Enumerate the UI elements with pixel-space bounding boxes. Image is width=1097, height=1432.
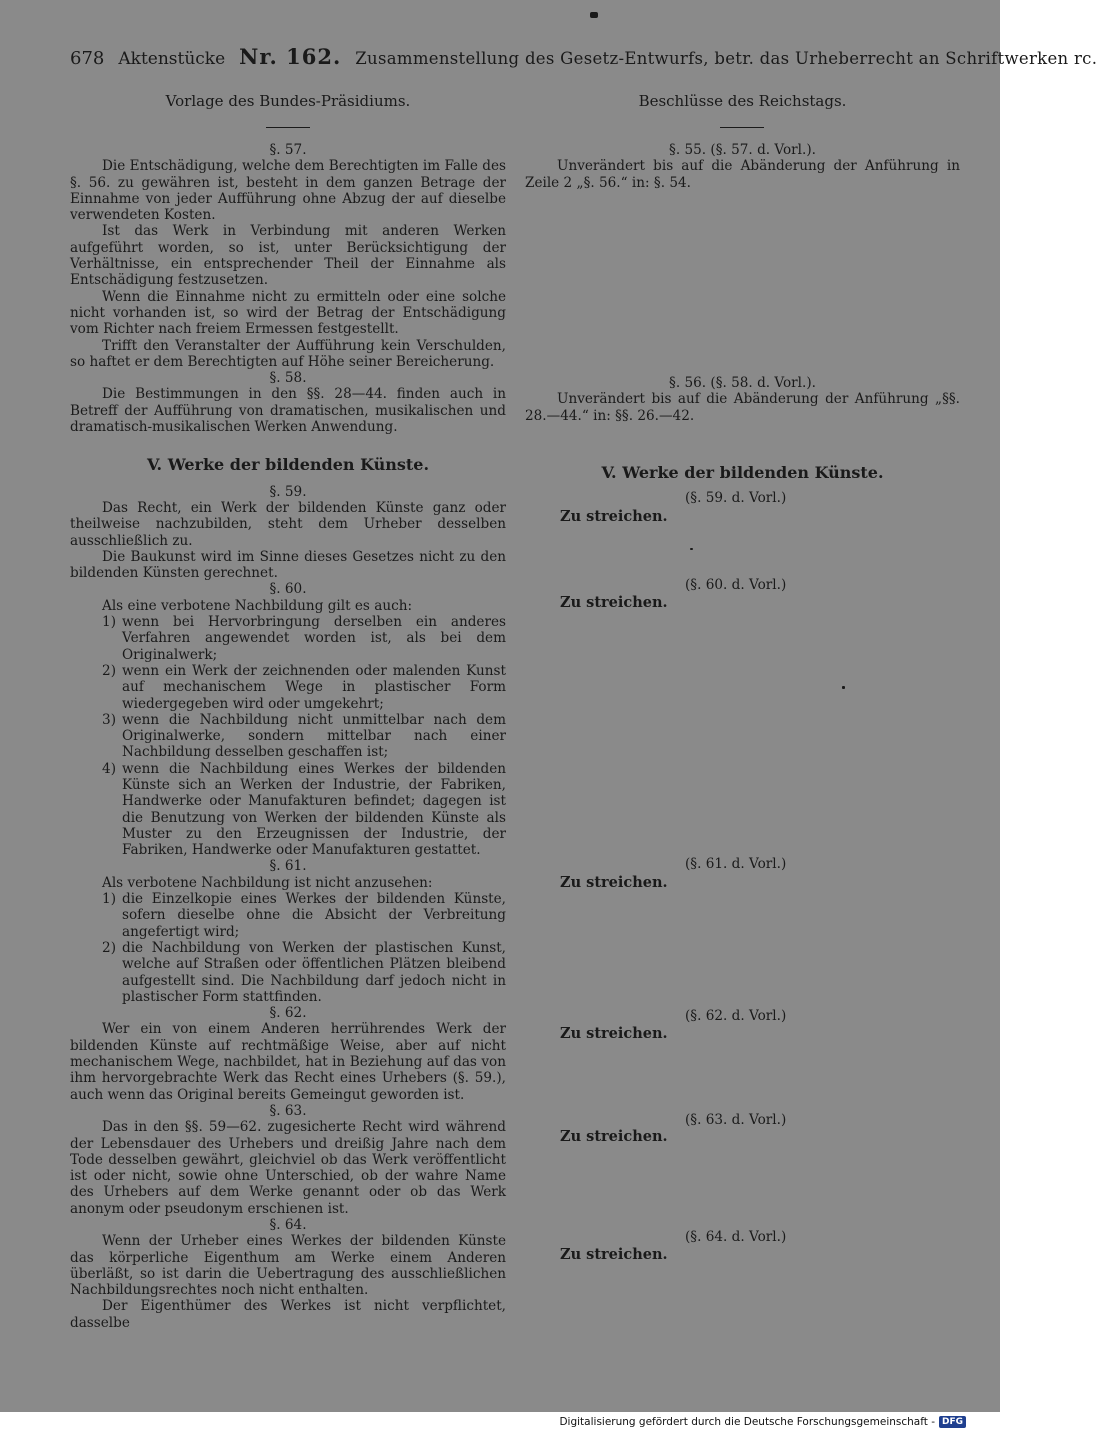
chapter-heading-right: V. Werke der bildenden Künste. xyxy=(601,463,884,482)
list-item xyxy=(70,761,506,859)
paragraph: Wenn die Einnahme nicht zu ermitteln oder eine solche nicht vorhanden ist, so wird der Betrag der Entschädigung vom Richter nach freiem Ermessen festgestellt. xyxy=(70,288,506,338)
section-heading: §. 63. xyxy=(269,1102,307,1119)
section-heading: §. 60. xyxy=(269,581,307,598)
reference-label: (§. 64. d. Vorl.) xyxy=(685,1229,787,1245)
paragraph: Die Entschädigung, welche dem Berechtigten im Falle des §. 56. zu gewähren ist, besteht in dem ganzen Betrage der Einnahme von jeder Aufführung ohne Abzug der auf dieselbe verwendeten Kosten. xyxy=(70,158,506,224)
section-heading: §. 64. xyxy=(269,1217,307,1233)
paragraph: Wer ein von einem Anderen herrührendes Werk der bildenden Künste auf rechtmäßige Weise, aber auf nicht mechanischem Wege, nachbildet, hat in Beziehung auf das von ihm hervorgebrachte Werk das Recht eines Urhebers (§. 59.), auch wenn das Original bereits Gemeingut geworden ist. xyxy=(70,1021,506,1103)
header-title: Zusammenstellung des Gesetz-Entwurfs, betr. das Urheberrecht an Schriftwerken rc. xyxy=(355,49,1097,68)
reference-label: (§. 59. d. Vorl.) xyxy=(685,490,787,506)
paragraph: Wenn der Urheber eines Werkes der bildenden Künste das körperliche Eigenthum am Werke einem Anderen überläßt, so ist darin die Uebertragung des ausschließlichen Nachbildungsrechtes noch nicht enthalten. xyxy=(70,1233,506,1299)
resolution-56 xyxy=(525,375,960,424)
paragraph: Der Eigenthümer des Werkes ist nicht verpflichtet, dasselbe xyxy=(70,1298,506,1331)
section-heading: §. 61. xyxy=(269,858,307,875)
chapter-heading: V. Werke der bildenden Künste. xyxy=(146,455,430,475)
strike-label: Zu streichen. xyxy=(560,874,668,891)
paragraph: Die Bestimmungen in den §§. 28—44. finden auch in Betreff der Aufführung von dramatischen, musikalischen und dramatisch-musikalischen Werken Anwendung. xyxy=(70,386,506,436)
paragraph: Unverändert bis auf die Abänderung der Anführung „§§. 28.—44.“ in: §§. 26.—42. xyxy=(525,391,960,424)
reference-label: (§. 61. d. Vorl.) xyxy=(685,856,787,872)
left-column-heading: Vorlage des Bundes-Präsidiums. xyxy=(165,92,411,110)
reference-label: (§. 60. d. Vorl.) xyxy=(685,577,787,593)
section-heading: §. 57. xyxy=(269,142,307,158)
list-text: die Einzelkopie eines Werkes der bildenden Künste, sofern dieselbe ohne die Absicht der Verbreitung angefertigt wird; xyxy=(122,891,506,940)
right-heading-rule xyxy=(720,127,764,128)
header-label: Aktenstücke xyxy=(118,49,226,69)
list-item xyxy=(70,614,506,663)
section-heading: §. 56. (§. 58. d. Vorl.). xyxy=(669,375,816,391)
list-number: 2) xyxy=(102,662,116,679)
dfg-logo: DFG xyxy=(939,1416,966,1428)
list-text: wenn ein Werk der zeichnenden oder malenden Kunst auf mechanischem Wege in plastischer Form wiedergegeben wird oder umgekehrt; xyxy=(122,662,506,712)
left-heading-rule xyxy=(266,127,310,128)
paragraph: Als eine verbotene Nachbildung gilt es auch: xyxy=(102,597,413,614)
reference-label: (§. 62. d. Vorl.) xyxy=(685,1008,787,1024)
paragraph: Das in den §§. 59—62. zugesicherte Recht wird während der Lebensdauer des Urhebers und dreißig Jahre nach dem Tode desselben gewährt, gleichviel ob das Werk veröffentlicht ist oder nicht, sowie ohne Unterschied, ob der wahre Name des Urhebers auf dem Werke genannt oder ob das Werk anonym oder pseudonym erschienen ist. xyxy=(70,1119,506,1217)
paragraph: Unverändert bis auf die Abänderung der Anführung in Zeile 2 „§. 56.“ in: §. 54. xyxy=(525,158,960,191)
strike-label: Zu streichen. xyxy=(560,1128,668,1145)
section-heading: §. 58. xyxy=(269,370,307,387)
page-footer xyxy=(559,1416,966,1428)
left-column xyxy=(70,142,506,1331)
footer-text: Digitalisierung gefördert durch die Deutsche Forschungsgemeinschaft - xyxy=(559,1416,935,1428)
document-number: Nr. 162. xyxy=(239,44,342,69)
scan-speck xyxy=(842,686,845,689)
strike-label: Zu streichen. xyxy=(560,1025,668,1042)
list-item xyxy=(70,663,506,712)
list-number: 2) xyxy=(102,939,116,956)
paragraph: Die Baukunst wird im Sinne dieses Gesetzes nicht zu den bildenden Künsten gerechnet. xyxy=(70,548,506,582)
section-heading: §. 59. xyxy=(269,483,307,500)
reference-label: (§. 63. d. Vorl.) xyxy=(685,1112,787,1128)
list-text: die Nachbildung von Werken der plastischen Kunst, welche auf Straßen oder öffentlichen Plätzen bleibend aufgestellt sind. Die Nachbildung darf jedoch nicht in plastischer Form stattfinden. xyxy=(122,939,506,1005)
list-number: 1) xyxy=(102,614,116,631)
page-header xyxy=(70,44,1097,69)
list-item xyxy=(70,891,506,940)
strike-label: Zu streichen. xyxy=(560,508,668,525)
list-number: 1) xyxy=(102,891,116,908)
resolution-55 xyxy=(525,142,960,191)
list-text: wenn die Nachbildung nicht unmittelbar nach dem Originalwerke, sondern mittelbar nach einer Nachbildung desselben geschaffen ist; xyxy=(122,711,506,761)
section-heading: §. 55. (§. 57. d. Vorl.). xyxy=(669,142,816,158)
list-text: wenn die Nachbildung eines Werkes der bildenden Künste sich an Werken der Industrie, der Fabriken, Handwerke oder Manufakturen befindet; dagegen ist die Benutzung von Werken der bildenden Künste als Muster zu den Erzeugnissen der Industrie, der Fabriken, Handwerke oder Manufakturen gestattet. xyxy=(122,760,506,859)
print-mark xyxy=(590,12,598,18)
list-item xyxy=(70,712,506,761)
section-heading: §. 62. xyxy=(269,1005,307,1022)
list-item xyxy=(70,940,506,1005)
list-number: 3) xyxy=(102,711,116,728)
paragraph: Als verbotene Nachbildung ist nicht anzusehen: xyxy=(102,874,433,891)
strike-label: Zu streichen. xyxy=(560,594,668,611)
paragraph: Ist das Werk in Verbindung mit anderen Werken aufgeführt worden, so ist, unter Berücksichtigung der Verhältnisse, ein entsprechender Theil der Einnahme als Entschädigung festzusetzen. xyxy=(70,223,506,289)
scan-speck xyxy=(690,548,693,550)
strike-label: Zu streichen. xyxy=(560,1246,668,1263)
list-number: 4) xyxy=(102,760,116,777)
right-column-heading: Beschlüsse des Reichstags. xyxy=(638,92,847,110)
paragraph: Trifft den Veranstalter der Aufführung kein Verschulden, so haftet er dem Berechtigten auf Höhe seiner Bereicherung. xyxy=(70,337,506,370)
list-text: wenn bei Hervorbringung derselben ein anderes Verfahren angewendet worden ist, als bei dem Originalwerk; xyxy=(122,614,506,663)
page-number: 678 xyxy=(70,48,105,69)
paragraph: Das Recht, ein Werk der bildenden Künste ganz oder theilweise nachzubilden, steht dem Urheber desselben ausschließlich zu. xyxy=(70,499,506,549)
